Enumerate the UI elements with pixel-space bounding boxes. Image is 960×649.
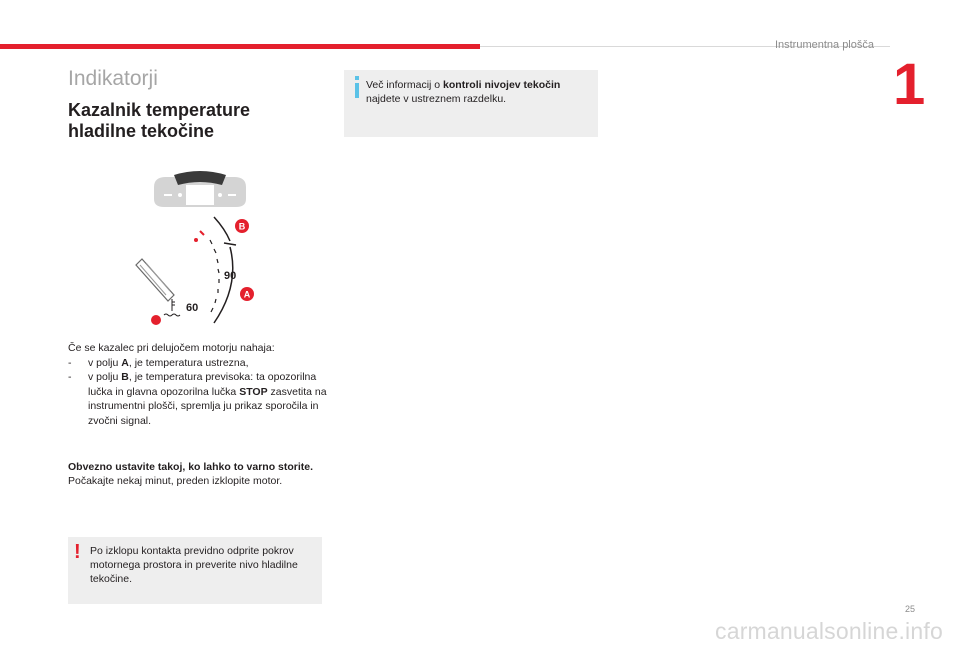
sub-title-line1: Kazalnik temperature	[68, 100, 251, 120]
zone-a-arc	[214, 247, 233, 323]
gauge-needle	[136, 259, 174, 301]
list-dash: -	[68, 371, 72, 383]
gauge-red-tick	[200, 231, 204, 235]
dashboard-miniature-icon	[154, 171, 246, 207]
sub-title-line2: hladilne tekočine	[68, 121, 215, 141]
stop-instruction	[68, 460, 330, 488]
list-dash: -	[68, 356, 72, 369]
coolant-temperature-icon	[164, 299, 180, 316]
coolant-warning-dot	[151, 315, 161, 325]
page-number: 25	[905, 604, 916, 614]
svg-text:A: A	[243, 289, 251, 300]
list-item-a: - v polju A, je temperatura ustrezna,	[68, 356, 249, 369]
header-title: Instrumentna plošča	[774, 39, 874, 51]
info-note-box	[344, 70, 598, 137]
gauge-tick-60: 60	[186, 302, 199, 314]
gauge-red-dot	[194, 238, 198, 242]
warning-note-box	[68, 537, 322, 604]
gauge-tick-90: 90	[224, 270, 237, 282]
zone-b-arc	[214, 217, 230, 241]
gauge-ticks	[210, 240, 219, 312]
stop-instruction-text: Počakajte nekaj minut, preden izklopite motor.	[68, 475, 283, 487]
info-icon	[350, 76, 364, 98]
label-a-badge	[240, 287, 254, 301]
stop-instruction-bold: Obvezno ustavite takoj, ko lahko to varno storite.	[68, 461, 314, 473]
warning-note-text: Po izklopu kontakta previdno odprite pokrov motornega prostora in preverite nivo hladilne tekočine.	[90, 545, 298, 585]
description-intro: Če se kazalec pri delujočem motorju nahaja:	[68, 342, 275, 354]
svg-text:B: B	[238, 221, 246, 232]
label-b-badge	[235, 219, 249, 233]
watermark-text: carmanualsonline.info	[715, 618, 943, 644]
gauge-description	[68, 341, 330, 428]
info-note-text: Več informacij o kontroli nivojev tekočin najdete v ustreznem razdelku.	[366, 79, 561, 105]
coolant-gauge-illustration	[130, 165, 270, 340]
header-red-rule	[0, 44, 480, 49]
exclamation-icon: !	[74, 541, 81, 563]
section-title: Indikatorji	[68, 67, 158, 90]
list-item-b: - v polju B, je temperatura previsoka: ta opozorilna lučka in glavna opozorilna lučka STOP zasvetita na instrumentni plošči, spremlja ju prikaz sporočila in zvočni signal.	[68, 371, 327, 427]
chapter-number: 1	[893, 52, 926, 117]
sub-title	[68, 100, 250, 142]
